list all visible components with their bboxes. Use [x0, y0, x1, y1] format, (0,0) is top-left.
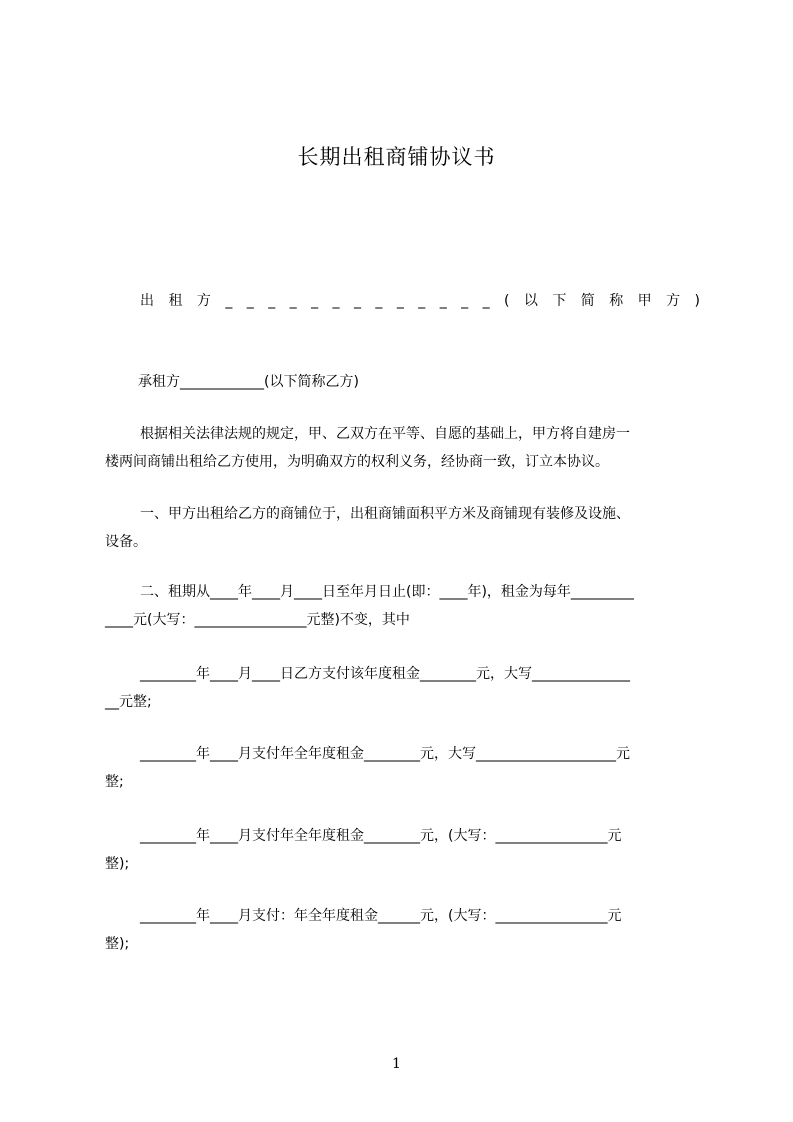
clause-2-line-2: ____元(大写：________________元整)不变，其中 [105, 612, 410, 628]
payment-1-line-2: __元整; [105, 694, 152, 710]
lessor-char: _ [418, 293, 426, 309]
lessor-char: _ [439, 293, 447, 309]
lessor-char: 租 [168, 293, 183, 309]
intro-line-1: 根据相关法律法规的规定，甲、乙双方在平等、自愿的基础上，甲方将自建房一 [140, 426, 630, 442]
lessor-char: 甲 [637, 293, 652, 309]
payment-3-line-1: ________年____月支付年全年度租金________元，(大写：________________元 [140, 828, 622, 844]
clause-2-paragraph [105, 578, 702, 634]
payment-2-line-1: ________年____月支付年全年度租金________元，大写____________________元 [140, 746, 630, 762]
lessor-char: _ [268, 293, 276, 309]
payment-2-paragraph [105, 740, 702, 796]
document-title: 长期出租商铺协议书 [297, 145, 496, 169]
payment-3-paragraph [105, 822, 702, 878]
lessor-line [140, 290, 700, 312]
clause-1-line-2: 设备。 [105, 534, 147, 550]
lessor-char: _ [332, 293, 340, 309]
lessor-char: 称 [609, 293, 624, 309]
payment-4-line-2: 整); [105, 936, 130, 952]
lessor-char: ( [504, 293, 510, 309]
page-number: 1 [392, 1056, 401, 1072]
lessor-char: _ [311, 293, 319, 309]
lessor-char: _ [396, 293, 404, 309]
clause-1-paragraph [105, 500, 702, 556]
lessor-char: _ [353, 293, 361, 309]
lessor-char: _ [289, 293, 297, 309]
lessor-char: 出 [140, 293, 154, 309]
lessor-char: 方 [196, 293, 211, 309]
lessor-char: _ [375, 293, 383, 309]
payment-3-line-2: 整); [105, 856, 130, 872]
payment-4-paragraph [105, 902, 702, 958]
lessor-char: ) [694, 293, 700, 309]
intro-line-2: 楼两间商铺出租给乙方使用，为明确双方的权利义务，经协商一致，订立本协议。 [105, 454, 609, 470]
lessor-char: _ [461, 293, 469, 309]
clause-2-line-1: 二、租期从____年____月____日至年月日止(即：____年)，租金为每年_________ [140, 584, 634, 600]
lessee-line: 承租方____________(以下简称乙方) [138, 374, 359, 390]
payment-1-paragraph [105, 660, 702, 716]
lessor-char: 以 [523, 293, 538, 309]
payment-2-line-2: 整; [105, 774, 124, 790]
lessor-char: 简 [580, 293, 595, 309]
payment-1-line-1: ________年____月____日乙方支付该年度租金________元，大写______________ [140, 666, 630, 682]
intro-paragraph [105, 420, 702, 476]
lessor-char: _ [225, 293, 233, 309]
payment-4-line-1: ________年____月支付：年全年度租金______元，(大写：________________元 [140, 908, 622, 924]
lessor-char: _ [482, 293, 490, 309]
lessor-char: _ [246, 293, 254, 309]
lessor-char: 下 [552, 293, 567, 309]
lessor-char: 方 [666, 293, 681, 309]
clause-1-line-1: 一、甲方出租给乙方的商铺位于，出租商铺面积平方米及商铺现有装修及设施、 [140, 506, 630, 522]
